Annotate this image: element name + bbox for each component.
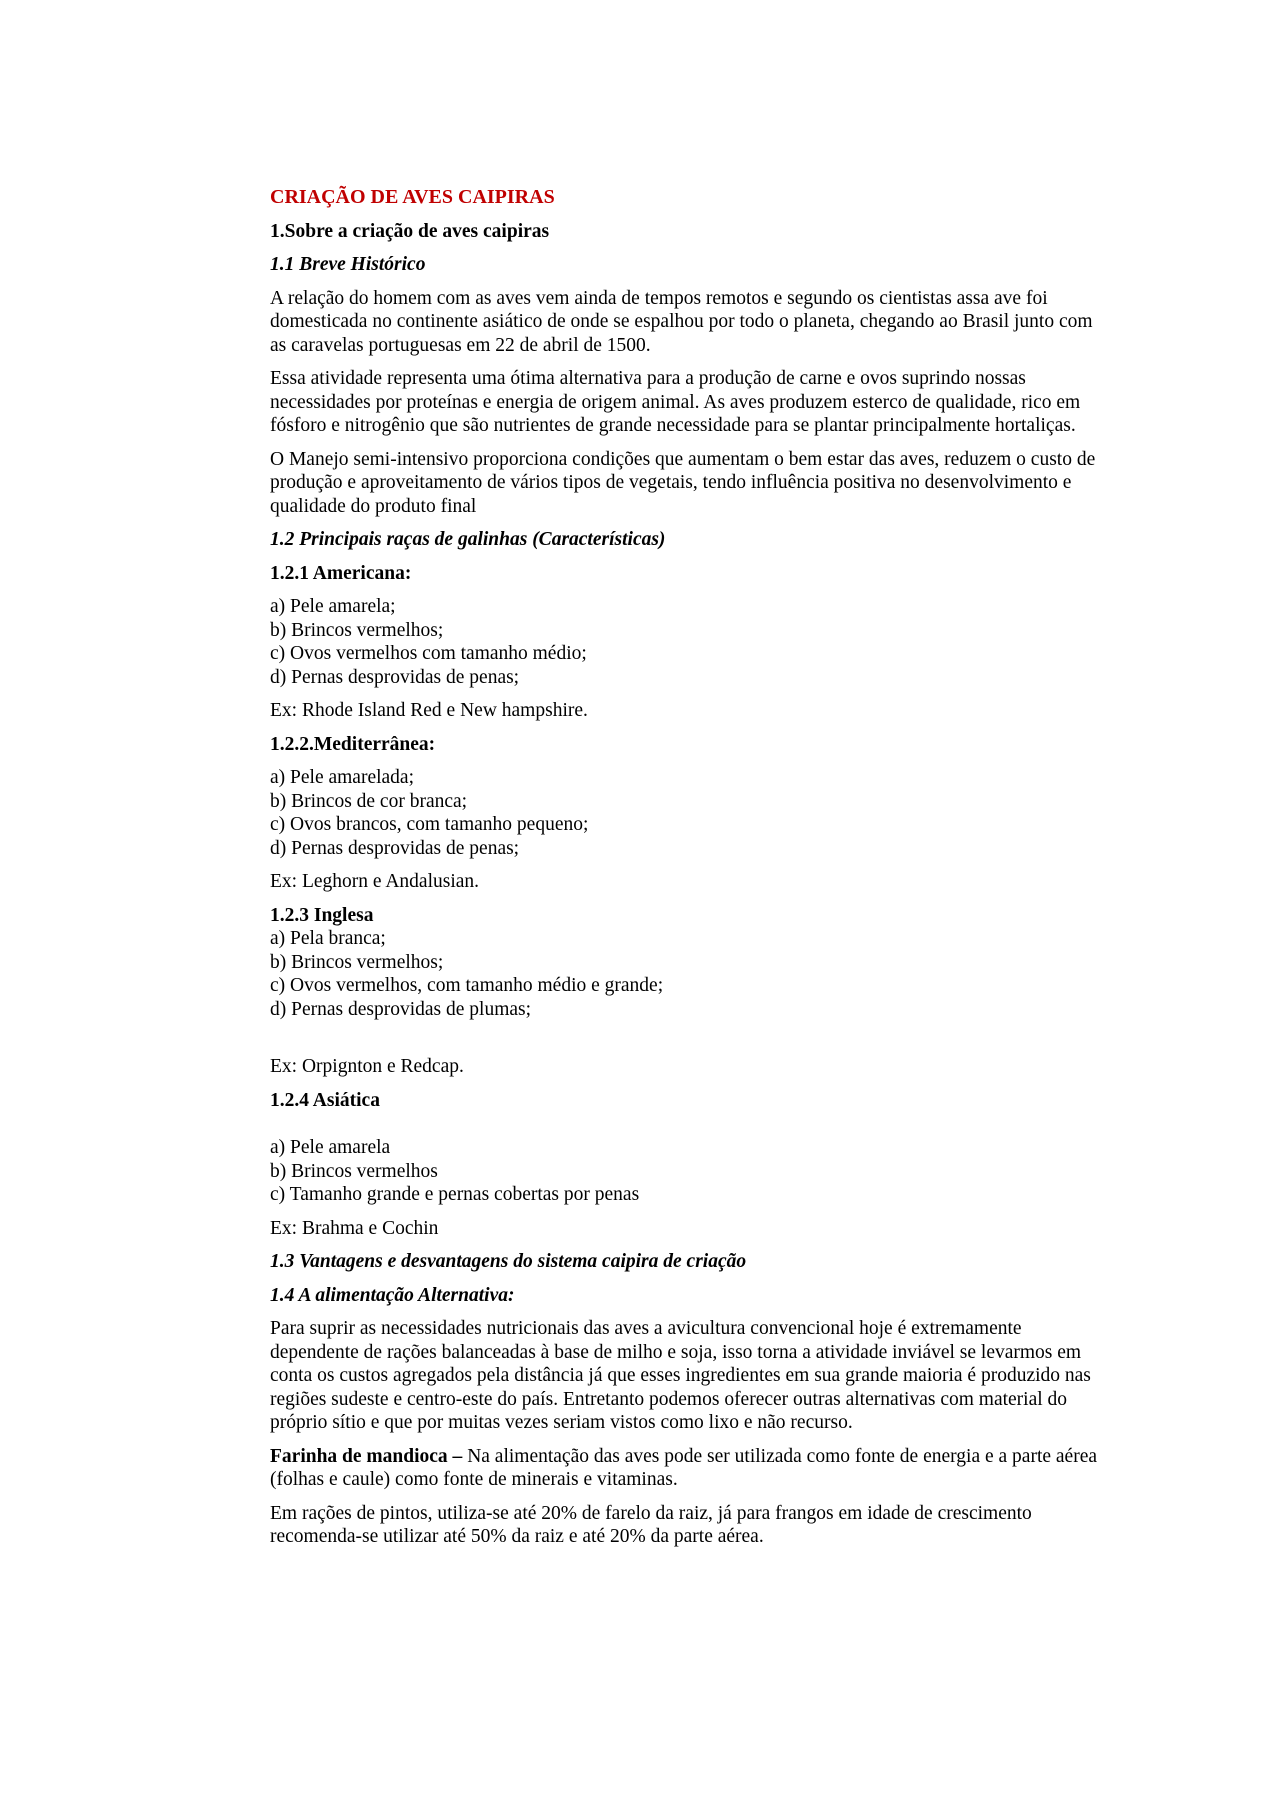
section-heading-1-2: 1.2 Principais raças de galinhas (Características) (270, 529, 666, 550)
paragraph-activity: Essa atividade representa uma ótima alternativa para a produção de carne e ovos suprindo nossas necessidades por proteínas e energia de origem animal. As aves produzem esterco de qualidade, rico em fósforo e nitrogênio que são nutrientes de grande necessidade para se plantar principalmente hortaliças. (270, 368, 1081, 436)
cassava-description: Na alimentação das aves pode ser utilizada como fonte de energia e a parte aérea (folhas e caule) como fonte de minerais e vitaminas. (270, 1445, 1098, 1490)
list-item: c) Ovos vermelhos, com tamanho médio e grande; (270, 975, 664, 996)
list-item: c) Tamanho grande e pernas cobertas por penas (270, 1184, 640, 1205)
list-item: a) Pele amarelada; (270, 767, 414, 788)
paragraph-rations: Em rações de pintos, utiliza-se até 20% de farelo da raiz, já para frangos em idade de crescimento recomenda-se utilizar até 50% da raiz e até 20% da parte aérea. (270, 1502, 1032, 1547)
breed-heading-mediterranea: 1.2.2.Mediterrânea: (270, 733, 436, 755)
section-heading-1-1: 1.1 Breve Histórico (270, 254, 426, 275)
paragraph-management: O Manejo semi-intensivo proporciona condições que aumentam o bem estar das aves, reduzem o custo de produção e aproveitamento de vários tipos de vegetais, tendo influência positiva no desenvolvimento e qualidade do produto final (270, 448, 1096, 517)
breed-example-americana: Ex: Rhode Island Red e New hampshire. (270, 700, 588, 721)
cassava-term: Farinha de mandioca – (270, 1445, 463, 1467)
list-item: b) Brincos de cor branca; (270, 790, 468, 812)
breed-example-mediterranea: Ex: Leghorn e Andalusian. (270, 871, 480, 892)
document-body (270, 186, 1110, 1559)
list-item: d) Pernas desprovidas de penas; (270, 666, 520, 688)
breed-heading-asiatica: 1.2.4 Asiática (270, 1089, 380, 1111)
breed-list-inglesa (270, 927, 1110, 1021)
list-item: c) Ovos brancos, com tamanho pequeno; (270, 814, 589, 835)
breed-list-asiatica (270, 1136, 1110, 1207)
breed-example-inglesa: Ex: Orpignton e Redcap. (270, 1056, 464, 1077)
document-title: CRIAÇÃO DE AVES CAIPIRAS (270, 186, 555, 208)
list-item: c) Ovos vermelhos com tamanho médio; (270, 643, 587, 664)
list-item: d) Pernas desprovidas de plumas; (270, 998, 532, 1020)
breed-heading-americana: 1.2.1 Americana: (270, 562, 412, 584)
list-item: d) Pernas desprovidas de penas; (270, 837, 520, 859)
list-item: b) Brincos vermelhos (270, 1160, 438, 1182)
list-item: b) Brincos vermelhos; (270, 951, 444, 973)
breed-heading-inglesa: 1.2.3 Inglesa (270, 904, 374, 926)
section-heading-1-4: 1.4 A alimentação Alternativa: (270, 1284, 515, 1306)
list-item: a) Pele amarela (270, 1137, 391, 1158)
breed-example-asiatica: Ex: Brahma e Cochin (270, 1217, 439, 1239)
breed-list-mediterranea (270, 766, 1110, 860)
section-heading-1-3: 1.3 Vantagens e desvantagens do sistema caipira de criação (270, 1251, 747, 1272)
section-heading-1: 1.Sobre a criação de aves caipiras (270, 220, 550, 242)
list-item: b) Brincos vermelhos; (270, 619, 444, 641)
list-item: a) Pela branca; (270, 928, 386, 949)
breed-list-americana (270, 595, 1110, 689)
paragraph-cassava (270, 1445, 1110, 1492)
list-item: a) Pele amarela; (270, 596, 396, 617)
paragraph-feeding: Para suprir as necessidades nutricionais das aves a avicultura convencional hoje é extremamente dependente de rações balanceadas à base de milho e soja, isso torna a atividade inviável se levarmos em conta os custos agregados pela distância já que esses ingredientes em sua grande maioria é produzido nas regiões sudeste e centro-este do país. Entretanto podemos oferecer outras alternativas com material do próprio sítio e que por muitas vezes seriam vistos como lixo e não recurso. (270, 1318, 1091, 1433)
paragraph-history: A relação do homem com as aves vem ainda de tempos remotos e segundo os cientistas assa ave foi domesticada no continente asiático de onde se espalhou por todo o planeta, chegando ao Brasil junto com as caravelas portuguesas em 22 de abril de 1500. (270, 287, 1093, 356)
